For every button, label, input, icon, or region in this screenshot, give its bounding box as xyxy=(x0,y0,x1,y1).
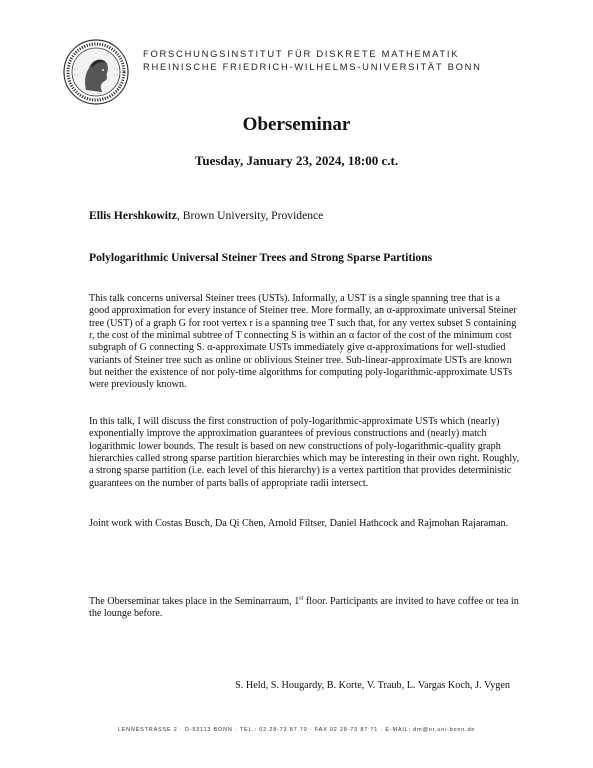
venue-note-text: The Oberseminar takes place in the Seminarraum, 1 xyxy=(89,596,300,607)
joint-work-note: Joint work with Costas Busch, Da Qi Chen, Arnold Filtser, Daniel Hathcock and Rajmohan Rajaraman. xyxy=(89,518,509,529)
speaker-line xyxy=(89,209,323,222)
venue-note xyxy=(89,596,521,621)
institute-name: FORSCHUNGSINSTITUT FÜR DISKRETE MATHEMATIK xyxy=(143,48,460,59)
abstract-paragraph-2: In this talk, I will discuss the first construction of poly-logarithmic-approximate USTs which (nearly) exponentially improve the approximation guarantees of previous constructions and (nearly) match logarithmic lower bounds. The result is based on new constructions of poly-logarithmic-quality graph hierarchies called strong sparse partition hierarchies which may be interesting in their own right. Roughly, a strong sparse partition (i.e. each level of this hierarchy) is a vertex partition that provides deterministic guarantees on the number of parts balls of appropriate radii intersect. xyxy=(89,416,520,489)
institute-header xyxy=(143,47,482,73)
address-footer: LENNÉSTRASSE 2 · D-53113 BONN · TEL.: 02 28-73 87 70 · FAX 02 28-73 87 71 · E-MAIL: dm@or.uni-bonn.de xyxy=(117,727,476,733)
event-date: Tuesday, January 23, 2024, 18:00 c.t. xyxy=(194,153,399,168)
abstract-paragraph-1: This talk concerns universal Steiner trees (USTs). Informally, a UST is a single spanning tree that is a good approximation for every instance of Steiner tree. More formally, an α-approximate universal Steiner tree (UST) of a graph G for root vertex r is a spanning tree T such that, for any vertex subset S containing r, the cost of the minimal subtree of T connecting S is within an α factor of the cost of the minimum cost subgraph of G connecting S. α-approximate USTs immediately give α-approximations for well-studied variants of Steiner tree such as online or oblivious Steiner tree. Sub-linear-approximate USTs are known but neither the existence of nor poly-time algorithms for computing poly-logarithmic-approximate USTs were previously known. xyxy=(89,293,517,391)
talk-title: Polylogarithmic Universal Steiner Trees and Strong Sparse Partitions xyxy=(89,251,433,264)
university-name: RHEINISCHE FRIEDRICH-WILHELMS-UNIVERSITÄT BONN xyxy=(143,61,482,72)
organizers: S. Held, S. Hougardy, B. Korte, V. Traub, L. Vargas Koch, J. Vygen xyxy=(235,680,510,691)
venue-note-text-end: floor. Participants are invited to have coffee or tea in the lounge before. xyxy=(89,596,519,620)
speaker-name: Ellis Hershkowitz xyxy=(89,209,177,222)
page-title: Oberseminar xyxy=(242,114,351,135)
speaker-affiliation: , Brown University, Providence xyxy=(176,209,324,222)
university-seal-icon xyxy=(62,38,130,106)
floor-ordinal: st xyxy=(299,595,304,602)
